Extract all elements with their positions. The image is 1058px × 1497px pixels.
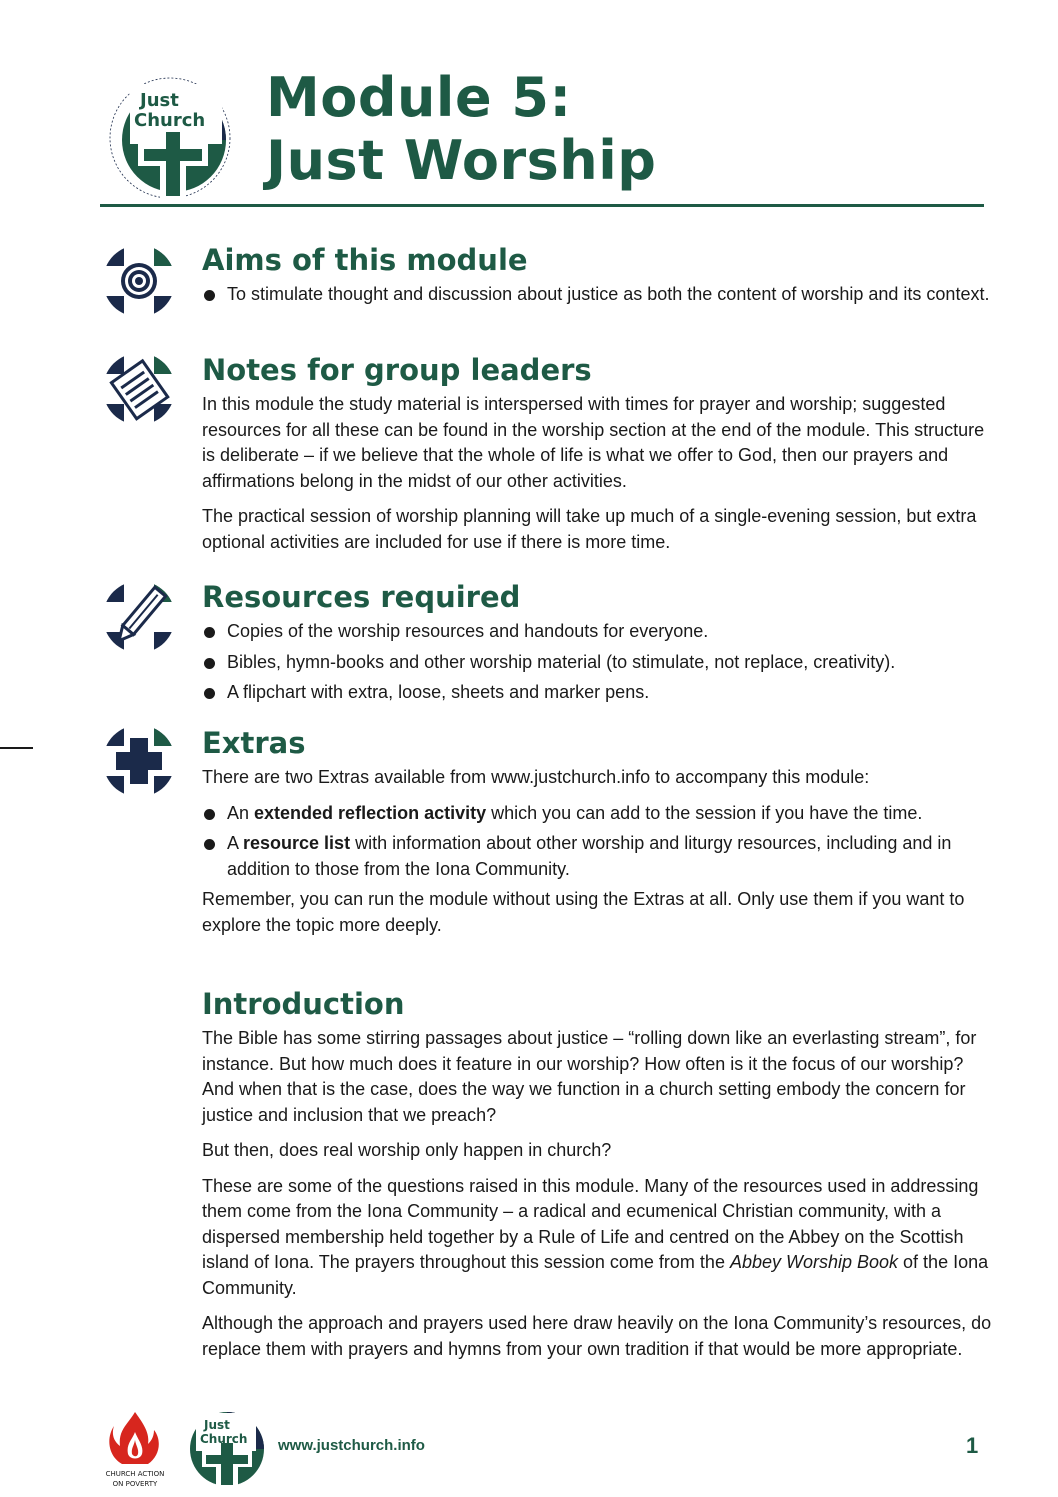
- notes-heading: Notes for group leaders: [202, 353, 592, 387]
- introduction-paragraph-3: These are some of the questions raised in this module. Many of the resources used in addressing them come from the Iona Community – a radical and ecumenical Christian community, with a dispersed membership held together by a Rule of Life and centred on the Abbey on the Scottish island of Iona. The prayers throughout this session come from the Abbey Worship Book of the Iona Community.: [202, 1175, 989, 1298]
- extras-section: [202, 725, 992, 948]
- page-title: [266, 66, 656, 192]
- target-icon: [100, 244, 178, 318]
- church-action-on-poverty-logo: [98, 1410, 172, 1490]
- logo-word-1: Just: [140, 90, 179, 111]
- footer-logo-word-1: Just: [204, 1418, 230, 1432]
- notepad-icon: [100, 352, 178, 426]
- introduction-section: [202, 986, 992, 1372]
- list-item: Bibles, hymn-books and other worship material (to stimulate, not replace, creativity).: [202, 650, 992, 676]
- title-line-1: Module 5:: [266, 66, 572, 129]
- page-footer: [0, 1400, 1058, 1497]
- extras-item-bold: extended reflection activity: [254, 802, 487, 823]
- footer-logo-word-2: Church: [200, 1432, 248, 1446]
- list-item: A resource list with information about other worship and liturgy resources, including and in addition to those from the Iona Community.: [202, 831, 992, 882]
- plus-cross-icon: [100, 724, 178, 798]
- cap-text-2: ON POVERTY: [112, 1480, 158, 1488]
- header-rule: [100, 204, 984, 207]
- extras-intro: There are two Extras available from www.justchurch.info to accompany this module:: [202, 767, 870, 787]
- margin-mark: [0, 747, 33, 749]
- list-item: An extended reflection activity which you can add to the session if you have the time.: [202, 801, 992, 827]
- website-link[interactable]: www.justchurch.info: [278, 1437, 425, 1454]
- list-item: To stimulate thought and discussion about justice as both the content of worship and its context.: [202, 282, 992, 308]
- introduction-paragraph-2: But then, does real worship only happen in church?: [202, 1140, 612, 1160]
- list-item: Copies of the worship resources and handouts for everyone.: [202, 619, 992, 645]
- pencil-icon: [100, 580, 178, 654]
- introduction-paragraph-1: The Bible has some stirring passages about justice – “rolling down like an everlasting stream”, for instance. But how much does it feature in our worship? How often is it the focus of our worship? And when that is the case, does the way we function in a church setting embody the concern for justice and inclusion that we preach?: [202, 1028, 977, 1125]
- notes-section: [202, 352, 992, 565]
- notes-paragraph-2: The practical session of worship planning will take up much of a single-evening session, but extra optional activities are included for use if there is more time.: [202, 506, 977, 552]
- just-church-logo: [96, 76, 240, 200]
- resources-section: [202, 579, 992, 711]
- cap-text-1: CHURCH ACTION: [105, 1470, 165, 1478]
- extras-heading: Extras: [202, 726, 306, 760]
- list-item: A flipchart with extra, loose, sheets and marker pens.: [202, 680, 992, 706]
- resources-list: [202, 619, 992, 706]
- title-line-2: Just Worship: [266, 129, 657, 192]
- resources-heading: Resources required: [202, 580, 521, 614]
- aims-heading: Aims of this module: [202, 243, 528, 277]
- just-church-footer-logo: [186, 1409, 268, 1487]
- extras-item-bold: resource list: [243, 833, 351, 853]
- extras-outro: Remember, you can run the module without using the Extras at all. Only use them if you want to explore the topic more deeply.: [202, 889, 965, 935]
- aims-section: [202, 242, 992, 313]
- aims-list: [202, 282, 992, 308]
- notes-paragraph-1: In this module the study material is interspersed with times for prayer and worship; suggested resources for all these can be found in the worship section at the end of the module. This structure is deliberate – if we believe that the whole of life is what we offer to God, then our prayers and affirmations belong in the midst of our other activities.: [202, 394, 985, 491]
- logo-word-2: Church: [134, 110, 206, 131]
- introduction-heading: Introduction: [202, 987, 405, 1021]
- book-title: Abbey Worship Book: [729, 1252, 899, 1272]
- introduction-paragraph-4: Although the approach and prayers used here draw heavily on the Iona Community’s resources, do replace them with prayers and hymns from your own tradition if that would be more appropriate.: [202, 1313, 992, 1359]
- page-number: 1: [966, 1433, 979, 1458]
- extras-list: [202, 801, 992, 883]
